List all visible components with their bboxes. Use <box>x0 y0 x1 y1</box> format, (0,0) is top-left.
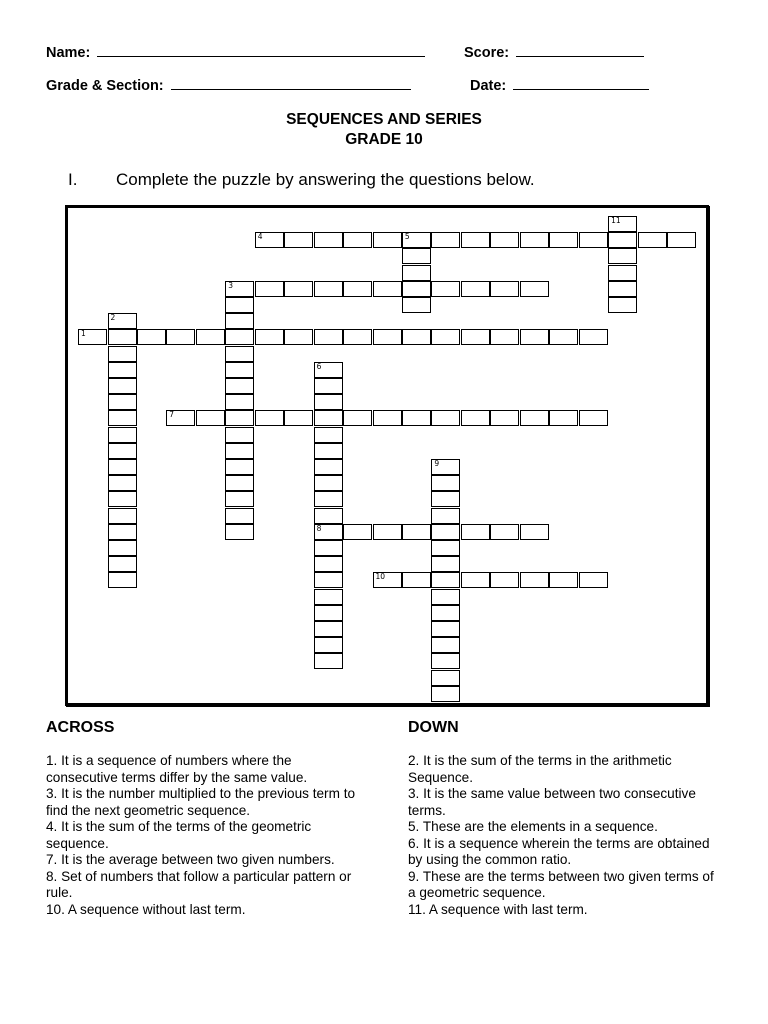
crossword-cell[interactable] <box>461 572 490 588</box>
down-clue-3: 3. It is the same value between two consecutive terms. <box>408 786 696 818</box>
crossword-cell[interactable] <box>343 232 372 248</box>
across-clue-4: 4. It is the sum of the terms of the geometric sequence. <box>46 819 312 851</box>
crossword-cell[interactable] <box>608 297 637 313</box>
crossword-cell[interactable] <box>108 556 137 572</box>
crossword-cell[interactable] <box>166 410 195 426</box>
across-clue-8: 8. Set of numbers that follow a particular pattern or rule. <box>46 868 352 900</box>
crossword-cell[interactable] <box>314 427 343 443</box>
crossword-cell[interactable] <box>225 443 254 459</box>
crossword-cell[interactable] <box>431 572 460 588</box>
crossword-cell[interactable] <box>579 572 608 588</box>
page-title: SEQUENCES AND SERIES <box>286 111 482 128</box>
crossword-cell[interactable] <box>108 443 137 459</box>
crossword-cell[interactable] <box>166 329 195 345</box>
crossword-cell[interactable] <box>431 637 460 653</box>
across-heading: ACROSS <box>46 719 115 736</box>
crossword-cell[interactable] <box>108 508 137 524</box>
crossword-cell[interactable] <box>373 232 402 248</box>
crossword-cell[interactable] <box>608 248 637 264</box>
crossword-cell[interactable] <box>314 540 343 556</box>
across-clue-list <box>46 753 358 918</box>
crossword-cell[interactable] <box>490 232 519 248</box>
crossword-cell[interactable] <box>402 297 431 313</box>
crossword-cell[interactable] <box>490 572 519 588</box>
crossword-cell[interactable] <box>225 394 254 410</box>
crossword-cell[interactable] <box>549 329 578 345</box>
crossword-cell[interactable] <box>225 378 254 394</box>
crossword-cell[interactable] <box>314 524 343 540</box>
name-label: Name: <box>46 45 91 61</box>
crossword-cell[interactable] <box>549 232 578 248</box>
crossword-cell[interactable] <box>402 281 431 297</box>
clue-number: 2 <box>110 313 116 323</box>
crossword-cell[interactable] <box>108 540 137 556</box>
crossword-cell[interactable] <box>225 524 254 540</box>
clue-number: 11 <box>611 216 621 225</box>
crossword-cell[interactable] <box>314 378 343 394</box>
crossword-cell[interactable] <box>520 232 549 248</box>
crossword-cell[interactable] <box>431 653 460 669</box>
clue-number: 4 <box>257 232 263 242</box>
crossword-cell[interactable] <box>225 297 254 313</box>
crossword-cell[interactable] <box>108 378 137 394</box>
crossword-cell[interactable] <box>431 605 460 621</box>
crossword-cell[interactable] <box>373 572 402 588</box>
crossword-cell[interactable] <box>461 410 490 426</box>
crossword-cell[interactable] <box>314 410 343 426</box>
crossword-cell[interactable] <box>78 329 107 345</box>
crossword-cell[interactable] <box>284 410 313 426</box>
crossword-cell[interactable] <box>402 329 431 345</box>
crossword-cell[interactable] <box>314 232 343 248</box>
crossword-cell[interactable] <box>225 459 254 475</box>
crossword-cell[interactable] <box>431 281 460 297</box>
crossword-cell[interactable] <box>608 281 637 297</box>
name-field <box>46 44 425 61</box>
crossword-cell[interactable] <box>490 410 519 426</box>
crossword-cell[interactable] <box>284 329 313 345</box>
across-clue-3: 3. It is the number multiplied to the previous term to find the next geometric sequence. <box>46 786 356 818</box>
crossword-cell[interactable] <box>255 410 284 426</box>
crossword-cell[interactable] <box>314 329 343 345</box>
down-heading: DOWN <box>408 719 459 736</box>
date-blank[interactable] <box>513 77 649 90</box>
down-clue-9: 9. These are the terms between two given terms of a geometric sequence. <box>408 868 714 900</box>
crossword-cell[interactable] <box>608 232 637 248</box>
grade-section-label: Grade & Section: <box>46 78 164 94</box>
crossword-cell[interactable] <box>108 459 137 475</box>
score-label: Score: <box>464 45 510 61</box>
crossword-cell[interactable] <box>225 329 254 345</box>
crossword-cell[interactable] <box>638 232 667 248</box>
crossword-cell[interactable] <box>108 410 137 426</box>
crossword-cell[interactable] <box>579 232 608 248</box>
down-clue-11: 11. A sequence with last term. <box>408 901 588 917</box>
crossword-cell[interactable] <box>373 524 402 540</box>
crossword-cell[interactable] <box>225 281 254 297</box>
crossword-cell[interactable] <box>431 686 460 702</box>
crossword-cell[interactable] <box>520 572 549 588</box>
crossword-cell[interactable] <box>314 605 343 621</box>
crossword-cell[interactable] <box>431 459 460 475</box>
crossword-cell[interactable] <box>284 281 313 297</box>
crossword-cell[interactable] <box>225 313 254 329</box>
crossword-cell[interactable] <box>431 540 460 556</box>
crossword-cell[interactable] <box>402 572 431 588</box>
crossword-cell[interactable] <box>579 410 608 426</box>
crossword-cell[interactable] <box>431 410 460 426</box>
crossword-cell[interactable] <box>520 329 549 345</box>
clue-number: 1 <box>81 329 86 339</box>
crossword-cell[interactable] <box>314 653 343 669</box>
crossword-cell[interactable] <box>225 427 254 443</box>
crossword-cell[interactable] <box>461 524 490 540</box>
crossword-cell[interactable] <box>108 329 137 345</box>
crossword-cell[interactable] <box>520 524 549 540</box>
crossword-cell[interactable] <box>108 572 137 588</box>
crossword-cell[interactable] <box>343 329 372 345</box>
date-field <box>470 77 649 94</box>
crossword-cell[interactable] <box>608 216 637 232</box>
crossword-cell[interactable] <box>108 313 137 329</box>
down-clue-list <box>408 753 718 918</box>
crossword-cell[interactable] <box>461 329 490 345</box>
crossword-cell[interactable] <box>314 491 343 507</box>
crossword-cell[interactable] <box>225 491 254 507</box>
clue-number: 6 <box>316 361 322 371</box>
crossword-cell[interactable] <box>431 556 460 572</box>
crossword-cell[interactable] <box>373 410 402 426</box>
crossword-cell[interactable] <box>431 475 460 491</box>
clue-number: 3 <box>228 280 234 290</box>
crossword-cell[interactable] <box>314 281 343 297</box>
down-clue-5: 5. These are the elements in a sequence. <box>408 819 658 834</box>
crossword-cell[interactable] <box>549 572 578 588</box>
crossword-cell[interactable] <box>431 232 460 248</box>
crossword-cell[interactable] <box>490 281 519 297</box>
score-blank[interactable] <box>516 44 644 57</box>
crossword-cell[interactable] <box>431 491 460 507</box>
crossword-cell[interactable] <box>314 621 343 637</box>
crossword-cell[interactable] <box>431 670 460 686</box>
crossword-cell[interactable] <box>579 329 608 345</box>
crossword-cell[interactable] <box>343 281 372 297</box>
crossword-cell[interactable] <box>431 589 460 605</box>
crossword-cell[interactable] <box>314 475 343 491</box>
crossword-cell[interactable] <box>402 265 431 281</box>
crossword-cell[interactable] <box>461 281 490 297</box>
clue-number: 5 <box>404 232 410 242</box>
crossword-cell[interactable] <box>402 410 431 426</box>
crossword-cell[interactable] <box>520 281 549 297</box>
clue-number: 10 <box>375 572 386 582</box>
crossword-cell[interactable] <box>402 248 431 264</box>
crossword-cell[interactable] <box>108 362 137 378</box>
crossword-cell[interactable] <box>108 524 137 540</box>
crossword-cell[interactable] <box>667 232 696 248</box>
crossword-cell[interactable] <box>108 475 137 491</box>
crossword-cell[interactable] <box>108 427 137 443</box>
instruction-text: Complete the puzzle by answering the questions below. <box>116 170 535 189</box>
crossword-cell[interactable] <box>314 589 343 605</box>
crossword-cell[interactable] <box>314 443 343 459</box>
crossword-cell[interactable] <box>255 232 284 248</box>
down-clue-6: 6. It is a sequence wherein the terms are obtained by using the common ratio. <box>408 835 710 867</box>
crossword-cell[interactable] <box>490 329 519 345</box>
grade-section-blank[interactable] <box>171 77 411 90</box>
crossword-cell[interactable] <box>314 362 343 378</box>
crossword-cell[interactable] <box>490 524 519 540</box>
crossword-cell[interactable] <box>314 508 343 524</box>
crossword-cell[interactable] <box>431 621 460 637</box>
crossword-cell[interactable] <box>431 508 460 524</box>
instruction-numeral: I. <box>68 170 78 189</box>
crossword-cell[interactable] <box>255 329 284 345</box>
crossword-cell[interactable] <box>608 265 637 281</box>
down-clue-2: 2. It is the sum of the terms in the arithmetic Sequence. <box>408 753 672 785</box>
crossword-cell[interactable] <box>402 232 431 248</box>
crossword-cell[interactable] <box>314 556 343 572</box>
across-clue-1: 1. It is a sequence of numbers where the consecutive terms differ by the same value. <box>46 753 308 785</box>
crossword-cell[interactable] <box>196 329 225 345</box>
crossword-cell[interactable] <box>343 410 372 426</box>
crossword-cell[interactable] <box>137 329 166 345</box>
across-clue-7: 7. It is the average between two given numbers. <box>46 852 335 867</box>
page-subtitle: GRADE 10 <box>345 131 423 148</box>
crossword-cell[interactable] <box>402 524 431 540</box>
score-field <box>464 44 644 61</box>
clue-number: 7 <box>169 410 175 420</box>
crossword-cell[interactable] <box>284 232 313 248</box>
across-clue-10: 10. A sequence without last term. <box>46 901 246 917</box>
grade-section-field <box>46 77 411 94</box>
crossword-cell[interactable] <box>373 329 402 345</box>
crossword-cell[interactable] <box>314 459 343 475</box>
crossword-cell[interactable] <box>225 362 254 378</box>
crossword-cell[interactable] <box>520 410 549 426</box>
crossword-cell[interactable] <box>314 394 343 410</box>
name-blank[interactable] <box>97 44 425 57</box>
crossword-cell[interactable] <box>225 475 254 491</box>
crossword-cell[interactable] <box>225 508 254 524</box>
crossword-cell[interactable] <box>431 524 460 540</box>
clue-number: 9 <box>434 459 440 468</box>
crossword-cell[interactable] <box>314 637 343 653</box>
crossword-cell[interactable] <box>255 281 284 297</box>
crossword-cell[interactable] <box>108 491 137 507</box>
crossword-cell[interactable] <box>461 232 490 248</box>
crossword-cell[interactable] <box>343 524 372 540</box>
crossword-cell[interactable] <box>225 410 254 426</box>
crossword-cell[interactable] <box>314 572 343 588</box>
crossword-cell[interactable] <box>108 394 137 410</box>
crossword-cell[interactable] <box>431 329 460 345</box>
crossword-cell[interactable] <box>196 410 225 426</box>
clue-number: 8 <box>316 523 322 533</box>
crossword-cell[interactable] <box>549 410 578 426</box>
crossword-cell[interactable] <box>373 281 402 297</box>
crossword-cell[interactable] <box>108 346 137 362</box>
date-label: Date: <box>470 78 507 94</box>
crossword-cell[interactable] <box>225 346 254 362</box>
